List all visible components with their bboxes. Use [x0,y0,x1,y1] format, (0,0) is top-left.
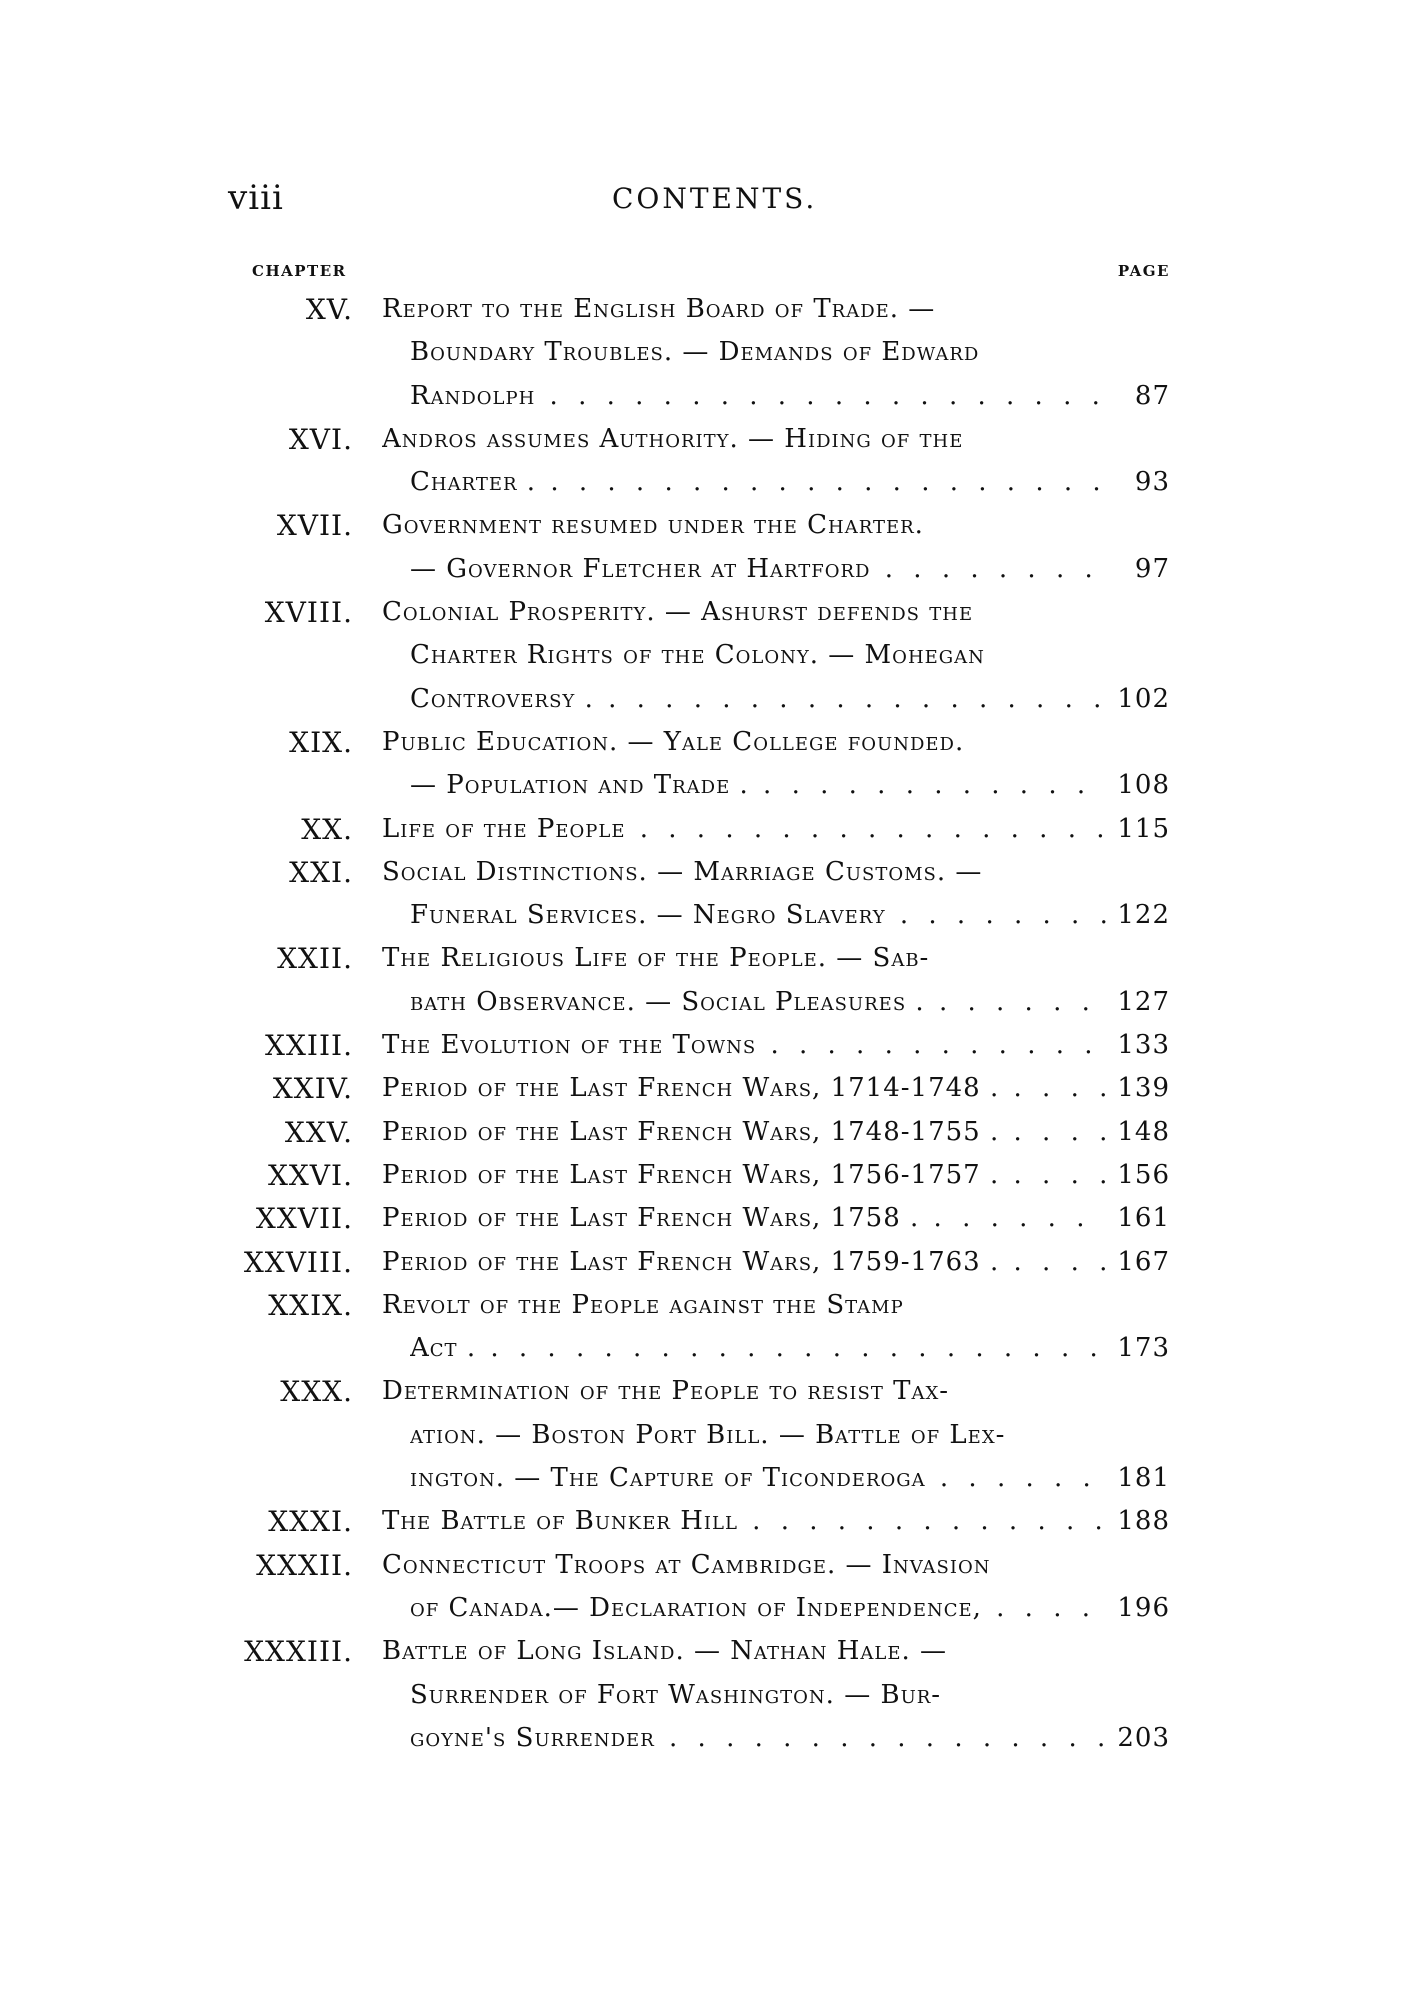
chapter-title-line: Surrender of Fort Washington. — Bur- [410,1679,942,1710]
chapter-title-line: Government resumed under the Charter. [382,510,924,541]
page-reference: 167 [1117,1246,1170,1277]
chapter-number: XXIV. [272,1072,353,1106]
chapter-title-line: Boundary Troubles. — Demands of Edward [410,337,980,368]
toc-entry [220,418,1170,505]
toc-line [220,1327,1170,1370]
page-reference: 203 [1117,1722,1170,1753]
chapter-number: XVIII. [264,596,353,630]
toc-entry [220,1024,1170,1067]
chapter-title-line: ington. — The Capture of Ticonderoga . . [410,1457,1107,1500]
dot-leader [999,1247,1107,1277]
chapter-title-line: Life of the People . . [382,808,1107,851]
toc-line [220,375,1170,418]
page-reference: 196 [1117,1592,1170,1623]
chapter-title-line: Act . . . [410,1327,1107,1370]
toc-line [220,1111,1170,1154]
toc-line [220,1284,1170,1327]
dot-leader [625,814,1107,844]
chapter-number: XV. [305,293,353,326]
chapter-number: XX. [301,812,353,846]
toc-line [220,1197,1170,1240]
page-reference: 97 [1134,553,1170,584]
chapter-title-line: Charter . . . [410,461,1107,504]
table-of-contents [220,288,1170,1760]
toc-line [220,1154,1170,1197]
page-reference: 108 [1117,770,1170,801]
toc-entry [220,1630,1170,1760]
page-reference: 161 [1117,1203,1170,1234]
chapter-number: XXI. [289,855,353,889]
toc-line [220,591,1170,634]
dot-leader [536,467,1107,497]
dot-leader [925,987,1107,1017]
page-reference: 188 [1117,1506,1170,1537]
chapter-title-line: goyne's Surrender . . [410,1717,1107,1760]
chapter-title-line: Determination of the People to resist Tax- [382,1376,950,1407]
dot-leader [871,554,1108,584]
page-reference: 127 [1117,986,1170,1017]
chapter-number: XXII. [277,942,353,976]
page-reference: 87 [1134,380,1170,411]
page-reference: 148 [1117,1116,1170,1147]
chapter-title-line: The Religious Life of the People. — Sab- [382,943,930,974]
page-reference: 102 [1117,683,1170,714]
dot-leader [535,381,1107,411]
chapter-title-line: Social Distinctions. — Marriage Customs. — [382,856,983,887]
toc-line [220,1717,1170,1760]
toc-line [220,461,1170,504]
toc-entry [220,937,1170,1024]
toc-line [220,678,1170,721]
toc-line [220,288,1170,331]
toc-line [220,764,1170,807]
page-reference: 181 [1117,1463,1170,1494]
toc-entry [220,1284,1170,1371]
page-reference: 115 [1117,813,1170,844]
dot-leader [926,1463,1107,1493]
chapter-number: XXX. [280,1375,353,1409]
chapter-title-line: bath Observance. — Social Pleasures . . . [410,981,1107,1024]
toc-entry [220,1154,1170,1197]
toc-entry [220,591,1170,721]
toc-entry [220,288,1170,418]
chapter-number: XVI. [288,422,353,456]
toc-entry [220,851,1170,938]
toc-line [220,418,1170,461]
chapter-number: XXXIII. [244,1635,353,1669]
running-title: CONTENTS. [612,182,818,215]
chapter-title-line: Battle of Long Island. — Nathan Hale. — [382,1636,948,1667]
chapter-number: XIX. [289,725,353,759]
dot-leader [738,1506,1107,1536]
toc-line [220,1457,1170,1500]
toc-line [220,548,1170,591]
chapter-title-line: Period of the Last French Wars, 1759-1763 . . . [382,1241,1107,1284]
chapter-column-head: CHAPTER [252,262,347,280]
toc-line [220,1067,1170,1110]
toc-line [220,808,1170,851]
toc-line [220,1587,1170,1630]
toc-line [220,1414,1170,1457]
chapter-number: XXIII. [265,1029,353,1063]
toc-line [220,851,1170,894]
toc-line [220,721,1170,764]
toc-entry [220,1500,1170,1543]
dot-leader [886,900,1107,930]
chapter-title-line: Andros assumes Authority. — Hiding of the [382,423,964,454]
toc-entry [220,1544,1170,1631]
chapter-number: XXV. [284,1115,353,1149]
dot-leader [999,1073,1107,1103]
toc-entry [220,1241,1170,1284]
chapter-title-line: Colonial Prosperity. — Ashurst defends the [382,597,974,628]
chapter-title-line: Period of the Last French Wars, 1714-1748 . . . [382,1067,1107,1110]
dot-leader [999,1117,1107,1147]
toc-line [220,937,1170,980]
toc-entry [220,1067,1170,1110]
dot-leader [919,1203,1107,1233]
toc-entry [220,808,1170,851]
chapter-number: XXVII. [255,1202,353,1236]
dot-leader [476,1333,1104,1363]
page-header [228,178,1148,228]
chapter-title-line: The Evolution of the Towns . . [382,1024,1107,1067]
chapter-title-line: Period of the Last French Wars, 1758 . . . [382,1197,1107,1240]
chapter-title-line: Period of the Last French Wars, 1748-1755 . . . [382,1111,1107,1154]
dot-leader [999,1160,1107,1190]
toc-entry [220,721,1170,808]
toc-line [220,1024,1170,1067]
toc-entry [220,1197,1170,1240]
chapter-title-line: Report to the English Board of Trade. — [382,294,936,324]
chapter-number: XXVIII. [243,1245,353,1279]
chapter-number: XXVI. [267,1158,353,1192]
chapter-number: XVII. [276,509,353,543]
chapter-number: XXXI. [268,1505,353,1539]
chapter-title-line: Period of the Last French Wars, 1756-1757 . . . [382,1154,1107,1197]
page-reference: 156 [1117,1159,1170,1190]
toc-line [220,1241,1170,1284]
chapter-number: XXIX. [268,1288,353,1322]
chapter-title-line: Revolt of the People against the Stamp [382,1289,904,1320]
chapter-title-line: Randolph . . [410,375,1107,418]
page-reference: 139 [1117,1073,1170,1104]
toc-entry [220,1370,1170,1500]
toc-line [220,1544,1170,1587]
page-reference: 93 [1134,467,1170,498]
chapter-title-line: — Governor Fletcher at Hartford . . [410,548,1107,591]
chapter-number: XXXII. [256,1548,353,1582]
toc-line [220,981,1170,1024]
chapter-title-line: The Battle of Bunker Hill . . [382,1500,1107,1543]
toc-line [220,1500,1170,1543]
toc-line [220,1674,1170,1717]
page-reference: 122 [1117,900,1170,931]
chapter-title-line: of Canada.— Declaration of Independence, . . [410,1587,1107,1630]
toc-line [220,1370,1170,1413]
toc-line [220,634,1170,677]
chapter-title-line: Public Education. — Yale College founded. [382,726,965,757]
dot-leader [749,770,1107,800]
toc-line [220,331,1170,374]
chapter-title-line: — Population and Trade . . . [410,764,1107,807]
toc-entry [220,504,1170,591]
chapter-title-line: Funeral Services. — Negro Slavery . . [410,894,1107,937]
toc-line [220,504,1170,547]
chapter-title-line: Charter Rights of the Colony. — Mohegan [410,640,985,671]
toc-entry [220,1111,1170,1154]
toc-line [220,894,1170,937]
dot-leader [594,684,1107,714]
dot-leader [982,1593,1107,1623]
chapter-title-line: Connecticut Troops at Cambridge. — Invasion [382,1549,991,1580]
page-reference: 173 [1117,1333,1170,1364]
toc-line [220,1630,1170,1673]
chapter-title-line: ation. — Boston Port Bill. — Battle of Lex- [410,1419,1006,1450]
dot-leader [655,1723,1107,1753]
chapter-title-line: Controversy . . . [410,678,1107,721]
page-number: viii [228,178,284,218]
dot-leader [756,1030,1107,1060]
page-column-head: PAGE [1117,262,1170,280]
page-reference: 133 [1117,1030,1170,1061]
